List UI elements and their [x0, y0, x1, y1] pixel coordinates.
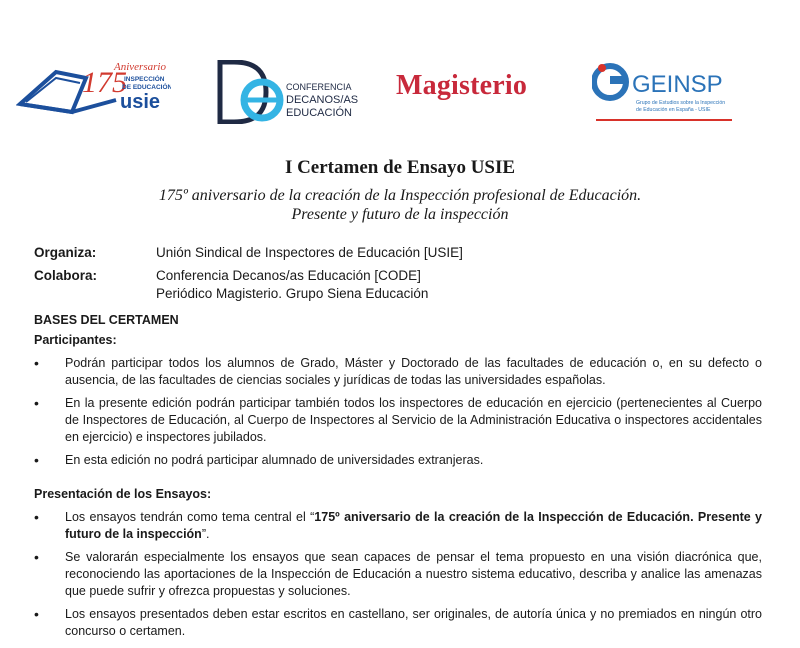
list-item: • En esta edición no podrá participar alumnado de universidades extranjeras.	[34, 452, 762, 469]
organiza-label: Organiza:	[34, 245, 97, 260]
list-item: • Los ensayos presentados deben estar escritos en castellano, ser originales, de autoría única y no premiados en ningún otro concurso o certamen.	[34, 606, 762, 640]
code-logo	[216, 60, 366, 124]
participantes-heading: Participantes:	[34, 333, 117, 347]
usie-line1: INSPECCIÓN	[124, 76, 165, 83]
code-de-mark	[216, 60, 366, 124]
participantes-list	[34, 355, 762, 475]
ensayos-item1-pre: Los ensayos tendrán como tema central el “	[65, 510, 315, 524]
ensayos-item1-post: ”.	[201, 527, 210, 541]
list-item: • Podrán participar todos los alumnos de Grado, Máster y Doctorado de las facultades de educación o, en su defecto o ausencia, de las facultades de ciencias sociales y jurídicas de todas las universidades españolas.	[34, 355, 762, 389]
code-line1: CONFERENCIA	[286, 82, 352, 92]
usie-brand: usie	[120, 91, 161, 113]
book-icon	[16, 58, 171, 118]
logo-bar	[0, 52, 800, 132]
code-line3: EDUCACIÓN	[286, 107, 353, 119]
magisterio-logo: Magisterio	[396, 70, 528, 101]
ensayos-item1-bold: 175º aniversario de la creación de la Inspección de Educación. Presente y futuro de la inspección	[65, 510, 762, 541]
usie-logo	[16, 58, 171, 118]
subtitle-line1: 175º aniversario de la creación de la Inspección profesional de Educación.	[158, 187, 642, 204]
geinsp-mark	[592, 58, 742, 128]
list-item: • En la presente edición podrán participar también todos los inspectores de educación en ejercicio (pertenecientes al Cuerpo de Inspectores de Educación, al Cuerpo de Inspectores al Servicio de la Administración Educativa o inspectores accidentales en ejercicio) e inspectores jubilados.	[34, 395, 762, 446]
ensayos-list	[34, 509, 762, 646]
geinsp-name: GEINSP	[632, 71, 723, 98]
colabora-value2: Periódico Magisterio. Grupo Siena Educación	[156, 286, 429, 301]
subtitle-line2: Presente y futuro de la inspección	[291, 206, 509, 223]
list-item	[34, 509, 762, 543]
document-title: I Certamen de Ensayo USIE	[284, 157, 516, 178]
geinsp-caption1: Grupo de Estudios sobre la Inspección	[636, 100, 726, 106]
colabora-value1: Conferencia Decanos/as Educación [CODE]	[156, 268, 421, 283]
usie-line2: DE EDUCACIÓN	[122, 84, 171, 91]
usie-script: Aniversario	[114, 61, 166, 73]
geinsp-caption2: de Educación en España - USIE	[636, 107, 711, 113]
code-line2: DECANOS/AS	[286, 94, 359, 106]
list-item: • Se valorarán especialmente los ensayos que sean capaces de pensar el tema propuesto en una visión diacrónica que, reconociendo las aportaciones de la Inspección de Educación a nuestro sistema educativo, describa y analice las amenazas que puede sufrir y ofrezca propuestas y soluciones.	[34, 549, 762, 600]
presentacion-heading: Presentación de los Ensayos:	[34, 487, 212, 501]
bases-heading: BASES DEL CERTAMEN	[34, 313, 179, 327]
colabora-label: Colabora:	[34, 268, 98, 283]
document-subtitle	[0, 186, 800, 224]
usie-number: 175	[82, 66, 127, 99]
geinsp-logo	[592, 58, 742, 128]
organiza-value: Unión Sindical de Inspectores de Educación [USIE]	[156, 245, 463, 260]
